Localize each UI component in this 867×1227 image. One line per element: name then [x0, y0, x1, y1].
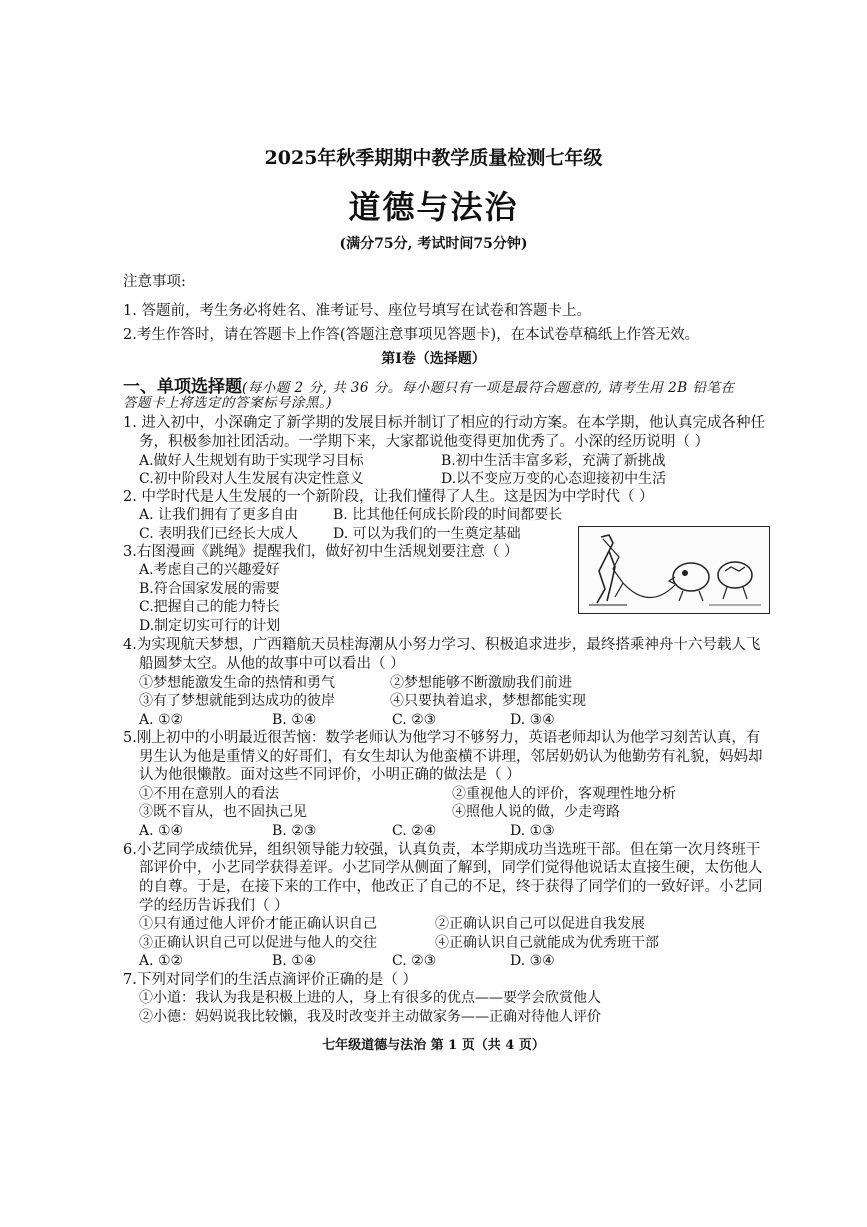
- q3-stem: 3.右图漫画《跳绳》提醒我们，做好初中生活规划要注意（ ）: [123, 544, 519, 560]
- q1-option-c: C.初中阶段对人生发展有决定性意义: [139, 471, 364, 487]
- page-footer: 七年级道德与法治 第 1 页（共 4 页）: [322, 1038, 545, 1053]
- q5-statement-3: ③既不盲从，也不固执己见: [139, 804, 307, 820]
- q2-option-d: D. 可以为我们的一生奠定基础: [333, 526, 521, 542]
- section1-desc-line2: 答题卡上将选定的答案标号涂黑。): [123, 395, 333, 411]
- q4-statement-1: ①梦想能激发生命的热情和勇气: [139, 675, 335, 691]
- q5-option-d: D. ①③: [510, 823, 555, 839]
- q4-statement-4: ④只要执着追求，梦想都能实现: [390, 693, 586, 709]
- q1-stem-line2: 务，积极参加社团活动。一学期下来，大家都说他变得更加优秀了。小深的经历说明（ ）: [139, 434, 710, 450]
- q5-statement-4: ④照他人说的做，少走弯路: [452, 804, 620, 820]
- q6-statement-1: ①只有通过他人评价才能正确认识自己: [139, 916, 377, 932]
- q1-option-d: D.以不变应万变的心态迎接初中生活: [441, 471, 667, 487]
- q4-stem-line1: 4.为实现航天梦想，广西籍航天员桂海潮从小努力学习、积极追求进步，最终搭乘神舟十六号载人飞: [123, 637, 761, 653]
- q5-option-c: C. ②④: [392, 823, 437, 839]
- exam-title: 2025年秋季期期中教学质量检测七年级: [264, 147, 603, 169]
- q2-stem: 2. 中学时代是人生发展的一个新阶段，让我们懂得了人生。这是因为中学时代（ ）: [123, 489, 654, 505]
- q4-stem-line2: 船圆梦太空。从他的故事中可以看出（ ）: [139, 656, 405, 672]
- section1-desc-line1: (每小题 2 分, 共 36 分。每小题只有一项是最符合题意的, 请考生用 2B 铅笔在: [242, 380, 735, 396]
- q3-option-d: D.制定切实可行的计划: [139, 618, 281, 634]
- q5-statement-1: ①不用在意别人的看法: [139, 786, 279, 802]
- comic-drawing: [579, 527, 769, 613]
- q7-stem: 7.下列对同学们的生活点滴评价正确的是（ ）: [123, 972, 417, 988]
- q7-statement-1: ①小道：我认为我是积极上进的人，身上有很多的优点——要学会欣赏他人: [139, 990, 601, 1006]
- q4-statement-3: ③有了梦想就能到达成功的彼岸: [139, 693, 335, 709]
- q4-option-a: A. ①②: [139, 712, 184, 728]
- q5-option-b: B. ②③: [272, 823, 317, 839]
- part1-title: 第Ⅰ卷（选择题）: [381, 351, 486, 367]
- q6-option-a: A. ①②: [139, 953, 184, 969]
- q3-option-b: B.符合国家发展的需要: [139, 581, 280, 597]
- q1-option-b: B.初中生活丰富多彩，充满了新挑战: [441, 453, 666, 469]
- q5-stem-line1: 5.刚上初中的小明最近很苦恼：数学老师认为他学习不够努力，英语老师却认为他学习刻苦认真，有: [123, 730, 761, 746]
- q5-statement-2: ②重视他人的评价，客观理性地分析: [452, 786, 676, 802]
- q5-stem-line2: 男生认为他是重情义的好哥们，有女生却认为他蛮横不讲理，邻居奶奶认为他勤劳有礼貌，妈妈却: [139, 749, 763, 765]
- section1-title: 一、单项选择题: [123, 377, 242, 397]
- q7-statement-2: ②小德：妈妈说我比较懒，我及时改变并主动做家务——正确对待他人评价: [139, 1009, 601, 1025]
- q6-stem-line2: 部评价中，小艺同学获得差评。小艺同学从侧面了解到，同学们觉得他说话太直接生硬，太伤他人: [139, 860, 763, 876]
- q6-statement-3: ③正确认识自己可以促进与他人的交往: [139, 935, 377, 951]
- comic-illustration: [578, 526, 770, 614]
- q4-option-d: D. ③④: [510, 712, 555, 728]
- score-info: (满分75分, 考试时间75分钟): [339, 236, 528, 252]
- note-item-2: 2.考生作答时，请在答题卡上作答(答题注意事项见答题卡)，在本试卷草稿纸上作答无效。: [123, 327, 700, 343]
- q6-statement-4: ④正确认识自己就能成为优秀班干部: [435, 935, 659, 951]
- note-item-1: 1. 答题前，考生务必将姓名、准考证号、座位号填写在试卷和答题卡上。: [123, 303, 591, 319]
- subject-title: 道德与法治: [348, 188, 519, 226]
- q4-statement-2: ②梦想能够不断激励我们前进: [390, 675, 572, 691]
- q2-option-c: C. 表明我们已经长大成人: [139, 526, 299, 542]
- q6-stem-line3: 的自尊。于是，在接下来的工作中，他改正了自己的不足，终于获得了同学们的一致好评。小艺同: [139, 879, 763, 895]
- q3-option-c: C.把握自己的能力特长: [139, 599, 280, 615]
- q6-stem-line4: 学的经历告诉我们（ ）: [139, 898, 289, 914]
- q2-option-b: B. 比其他任何成长阶段的时间都要长: [333, 507, 563, 523]
- notes-title: 注意事项:: [123, 274, 186, 290]
- q1-stem-line1: 1. 进入初中，小深确定了新学期的发展目标并制订了相应的行动方案。在本学期，他认真完成各种任: [123, 415, 765, 431]
- q6-option-c: C. ②③: [392, 953, 437, 969]
- q4-option-b: B. ①④: [272, 712, 317, 728]
- q6-statement-2: ②正确认识自己可以促进自我发展: [435, 916, 645, 932]
- q6-option-d: D. ③④: [510, 953, 555, 969]
- q4-option-c: C. ②③: [392, 712, 437, 728]
- q6-stem-line1: 6.小艺同学成绩优异，组织领导能力较强，认真负责，本学期成功当选班干部。但在第一次月终班干: [123, 842, 761, 858]
- q5-stem-line3: 认为他很懒散。面对这些不同评价，小明正确的做法是（ ）: [139, 767, 521, 783]
- q3-option-a: A.考虑自己的兴趣爱好: [139, 562, 280, 578]
- q1-option-a: A.做好人生规划有助于实现学习目标: [139, 453, 364, 469]
- q2-option-a: A. 让我们拥有了更多自由: [139, 507, 299, 523]
- q5-option-a: A. ①④: [139, 823, 184, 839]
- q6-option-b: B. ①④: [272, 953, 317, 969]
